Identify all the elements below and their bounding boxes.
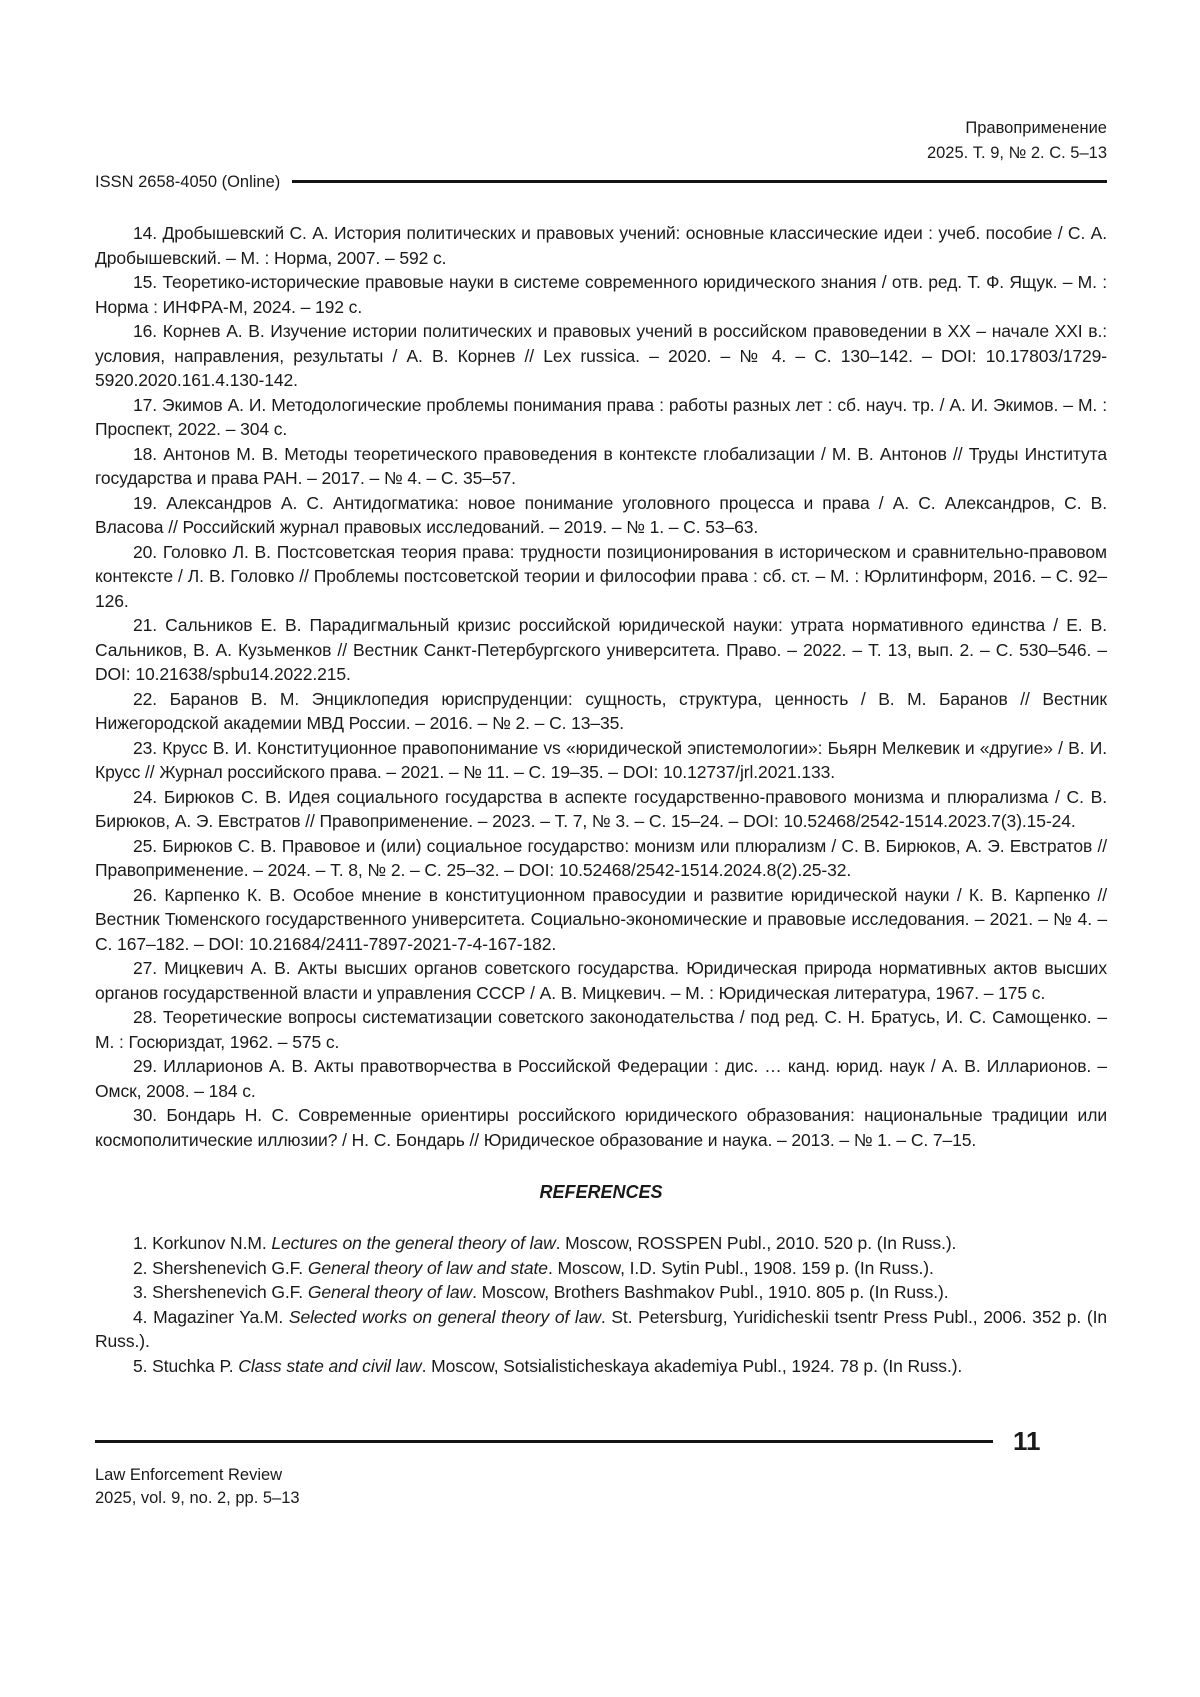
issue-info-ru: 2025. Т. 9, № 2. С. 5–13: [926, 144, 1107, 162]
reference-item-ru: 25. Бирюков С. В. Правовое и (или) социальное государство: монизм или плюрализм / С. В. Бирюков, А. Э. Евстратов // Правоприменение. – 2024. – Т. 8, № 2. – С. 25–32. – DOI: 10.52468/2542-1514.2024.8(2).25-32.: [95, 835, 1107, 880]
reference-title-italic: Selected works on general theory of law: [288, 1306, 601, 1327]
reference-title-italic: Class state and civil law: [238, 1355, 422, 1376]
page-footer: [95, 1464, 1107, 1509]
reference-item-ru: 26. Карпенко К. В. Особое мнение в конституционном правосудии и развитие юридической науки / К. В. Карпенко // Вестник Тюменского государственного университета. Социально-экономические и правовые исследования. – 2021. – № 4. – С. 167–182. – DOI: 10.21684/2411-7897-2021-7-4-167-182.: [95, 884, 1107, 954]
reference-publication-info: . Moscow, Brothers Bashmakov Publ., 1910. 805 p. (In Russ.).: [472, 1282, 949, 1302]
references-en-list: [95, 1231, 1107, 1378]
reference-item-en: [95, 1305, 1107, 1354]
footer-rule: [95, 1440, 993, 1443]
reference-item-ru: 30. Бондарь Н. С. Современные ориентиры российского юридического образования: национальные традиции или космополитические иллюзии? / Н. С. Бондарь // Юридическое образование и наука. – 2013. – № 1. – С. 7–15.: [95, 1105, 1107, 1150]
page-header: [95, 0, 1107, 166]
reference-item-ru: 23. Крусс В. И. Конституционное правопонимание vs «юридической эпистемологии»: Бьярн Мелкевик и «другие» / В. И. Крусс // Журнал российского права. – 2021. – № 11. – С. 19–35. – DOI: 10.12737/jrl.2021.133.: [95, 737, 1107, 782]
reference-item-en: [95, 1231, 1107, 1256]
reference-item-en: [95, 1280, 1107, 1305]
reference-publication-info: . Moscow, Sotsialisticheskaya akademiya Publ., 1924. 78 p. (In Russ.).: [421, 1355, 963, 1376]
reference-publication-info: . Moscow, ROSSPEN Publ., 2010. 520 p. (In Russ.).: [555, 1233, 957, 1253]
reference-item-ru: 15. Теоретико-исторические правовые науки в системе современного юридического знания / отв. ред. Т. Ф. Ящук. – М. : Норма : ИНФРА-М, 2024. – 192 с.: [95, 272, 1107, 317]
reference-authors: 2. Shershenevich G.F.: [133, 1257, 308, 1278]
reference-item-ru: 28. Теоретические вопросы систематизации советского законодательства / под ред. С. Н. Братусь, И. С. Самощенко. – М. : Госюриздат, 1962. – 575 с.: [95, 1007, 1107, 1052]
reference-authors: 5. Stuchka P.: [133, 1355, 239, 1376]
references-heading: REFERENCES: [539, 1182, 663, 1202]
reference-publication-info: . St. Petersburg, Yuridicheskii tsentr Press Publ., 2006. 352 p. (In Russ.).: [95, 1306, 1107, 1351]
reference-title-italic: General theory of law: [307, 1282, 473, 1302]
reference-publication-info: . Moscow, I.D. Sytin Publ., 1908. 159 p. (In Russ.).: [547, 1257, 934, 1278]
reference-item-en: [95, 1354, 1107, 1379]
issue-info-en: 2025, vol. 9, no. 2, pp. 5–13: [95, 1488, 300, 1507]
page-content: [95, 0, 1107, 1509]
reference-item-ru: 16. Корнев А. В. Изучение истории политических и правовых учений в российском правоведении в XX – начале XXI в.: условия, направления, результаты / А. В. Корнев // Lex russica. – 2020. – № 4. – С. 130–142. – DOI: 10.17803/1729-5920.2020.161.4.130-142.: [95, 321, 1107, 390]
reference-item-ru: 24. Бирюков С. В. Идея социального государства в аспекте государственно-правового монизма и плюрализма / С. В. Бирюков, А. Э. Евстратов // Правоприменение. – 2023. – Т. 7, № 3. – С. 15–24. – DOI: 10.52468/2542-1514.2023.7(3).15-24.: [95, 786, 1107, 831]
reference-item-ru: 18. Антонов М. В. Методы теоретического правоведения в контексте глобализации / М. В. Антонов // Труды Института государства и права РАН. – 2017. – № 4. – С. 35–57.: [95, 443, 1107, 488]
issn-row: [95, 172, 1107, 193]
reference-item-ru: 17. Экимов А. И. Методологические проблемы понимания права : работы разных лет : сб. науч. тр. / А. И. Экимов. – М. : Проспект, 2022. – 304 с.: [95, 394, 1107, 439]
reference-title-italic: Lectures on the general theory of law: [271, 1233, 556, 1253]
reference-item-ru: 27. Мицкевич А. В. Акты высших органов советского государства. Юридическая природа нормативных актов высших органов государственной власти и управления СССР / А. В. Мицкевич. – М. : Юридическая литература, 1967. – 175 с.: [95, 958, 1107, 1003]
reference-item-en: [95, 1256, 1107, 1281]
reference-item-ru: 29. Илларионов А. В. Акты правотворчества в Российской Федерации : дис. … канд. юрид. наук / А. В. Илларионов. – Омск, 2008. – 184 с.: [95, 1056, 1107, 1101]
reference-authors: 4. Magaziner Ya.M.: [133, 1306, 289, 1327]
reference-item-ru: 19. Александров А. С. Антидогматика: новое понимание уголовного процесса и права / А. С. Александров, С. В. Власова // Российский журнал правовых исследований. – 2019. – № 1. – С. 53–63.: [95, 492, 1107, 537]
reference-title-italic: General theory of law and state: [307, 1257, 548, 1278]
footer-row: [95, 1426, 1107, 1456]
bibliography-ru-list: [95, 221, 1107, 1152]
header-rule: [292, 180, 1107, 183]
issn-label: ISSN 2658-4050 (Online): [95, 173, 281, 191]
reference-item-ru: 21. Сальников Е. В. Парадигмальный кризис российской юридической науки: утрата нормативного единства / Е. В. Сальников, В. А. Кузьменков // Вестник Санкт-Петербургского университета. Право. – 2022. – Т. 13, вып. 2. – С. 530–546. – DOI: 10.21638/spbu14.2022.215.: [95, 615, 1107, 684]
reference-item-ru: 22. Баранов В. М. Энциклопедия юриспруденции: сущность, структура, ценность / В. М. Баранов // Вестник Нижегородской академии МВД России. – 2016. – № 2. – С. 13–35.: [95, 688, 1107, 733]
reference-item-ru: 20. Головко Л. В. Постсоветская теория права: трудности позиционирования в историческом и сравнительно-правовом контексте / Л. В. Головко // Проблемы постсоветской теории и философии права : сб. ст. – М. : Юрлитинформ, 2016. – С. 92–126.: [95, 541, 1107, 611]
reference-item-ru: 14. Дробышевский С. А. История политических и правовых учений: основные классические идеи : учеб. пособие / С. А. Дробышевский. – М. : Норма, 2007. – 592 с.: [95, 223, 1107, 268]
reference-authors: 3. Shershenevich G.F.: [133, 1282, 308, 1302]
journal-title-ru: Правоприменение: [965, 119, 1107, 137]
page-number: 11: [1013, 1426, 1041, 1456]
journal-title-en: Law Enforcement Review: [95, 1466, 283, 1484]
reference-authors: 1. Korkunov N.M.: [133, 1233, 272, 1253]
